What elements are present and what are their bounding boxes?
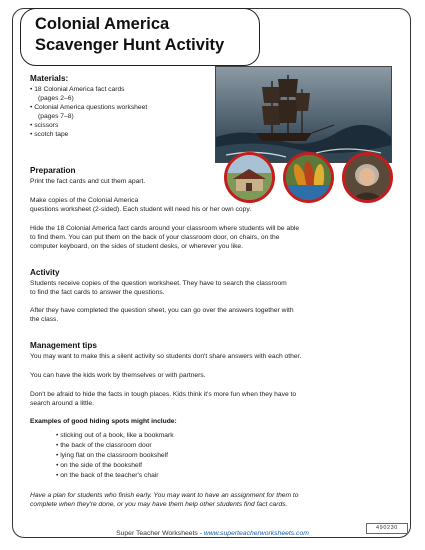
hiding-spot-item: • sticking out of a book, like a bookmark xyxy=(56,432,174,439)
materials-item: • scotch tape xyxy=(30,131,69,138)
colonial-house-image xyxy=(224,152,275,203)
management-heading: Management tips xyxy=(30,341,97,350)
activity-text: the class. xyxy=(30,316,59,323)
preparation-text: to find them. You can put them on the back of your classroom door, on chairs, on the xyxy=(30,234,280,241)
preparation-text: computer keyboard, on the sides of student desks, or wherever you like. xyxy=(30,243,243,250)
hiding-spot-item: • on the back of the teacher's chair xyxy=(56,472,159,479)
ship-image xyxy=(216,67,391,162)
footer-link[interactable]: www.superteacherworksheets.com xyxy=(203,530,309,537)
closing-text: complete when they're done, or you may have them help other students find fact cards. xyxy=(30,501,288,508)
closing-text: Have a plan for students who finish early. You may want to have an assignment for them to xyxy=(30,492,299,499)
hiding-spot-item: • lying flat on the classroom bookshelf xyxy=(56,452,168,459)
footer xyxy=(0,530,425,537)
preparation-text: Hide the 18 Colonial America fact cards around your classroom where students will be able xyxy=(30,225,300,232)
preparation-text: Print the fact cards and cut them apart. xyxy=(30,178,146,185)
page-title-line-1: Colonial America xyxy=(35,15,170,33)
activity-text: to find the fact cards to answer the questions. xyxy=(30,289,165,296)
activity-heading: Activity xyxy=(30,268,60,277)
management-text: search around a little. xyxy=(30,400,94,407)
materials-item: • 18 Colonial America fact cards xyxy=(30,86,125,93)
title-box xyxy=(20,8,260,66)
materials-item: (pages 2–6) xyxy=(38,95,74,102)
activity-text: After they have completed the question sheet, you can go over the answers together with xyxy=(30,307,294,314)
hiding-spot-item: • the back of the classroom door xyxy=(56,442,152,449)
footer-text: Super Teacher Worksheets - xyxy=(116,530,204,537)
activity-text: Students receive copies of the question worksheet. They have to search the classroom xyxy=(30,280,287,287)
preparation-text: questions worksheet (2-sided). Each student will need his or her own copy. xyxy=(30,206,252,213)
materials-item: • Colonial America questions worksheet xyxy=(30,104,148,111)
management-text: You may want to make this a silent activity so students don't share answers with each other. xyxy=(30,353,302,360)
preparation-text: Make copies of the Colonial America xyxy=(30,197,139,204)
materials-heading: Materials: xyxy=(30,74,69,83)
management-text: You can have the kids work by themselves or with partners. xyxy=(30,372,206,379)
materials-item: • scissors xyxy=(30,122,59,129)
benjamin-franklin-portrait xyxy=(342,152,393,203)
hiding-spot-item: • on the side of the bookshelf xyxy=(56,462,142,469)
worksheet-code: 490230 xyxy=(366,523,408,534)
preparation-heading: Preparation xyxy=(30,166,76,175)
management-text: Don't be afraid to hide the facts in tough places. Kids think it's more fun when they have to xyxy=(30,391,297,398)
corn-image xyxy=(283,152,334,203)
page-title-line-2: Scavenger Hunt Activity xyxy=(35,36,225,54)
materials-item: (pages 7–8) xyxy=(38,113,74,120)
hiding-spots-heading: Examples of good hiding spots might include: xyxy=(30,418,177,425)
ship-illustration xyxy=(215,66,392,163)
